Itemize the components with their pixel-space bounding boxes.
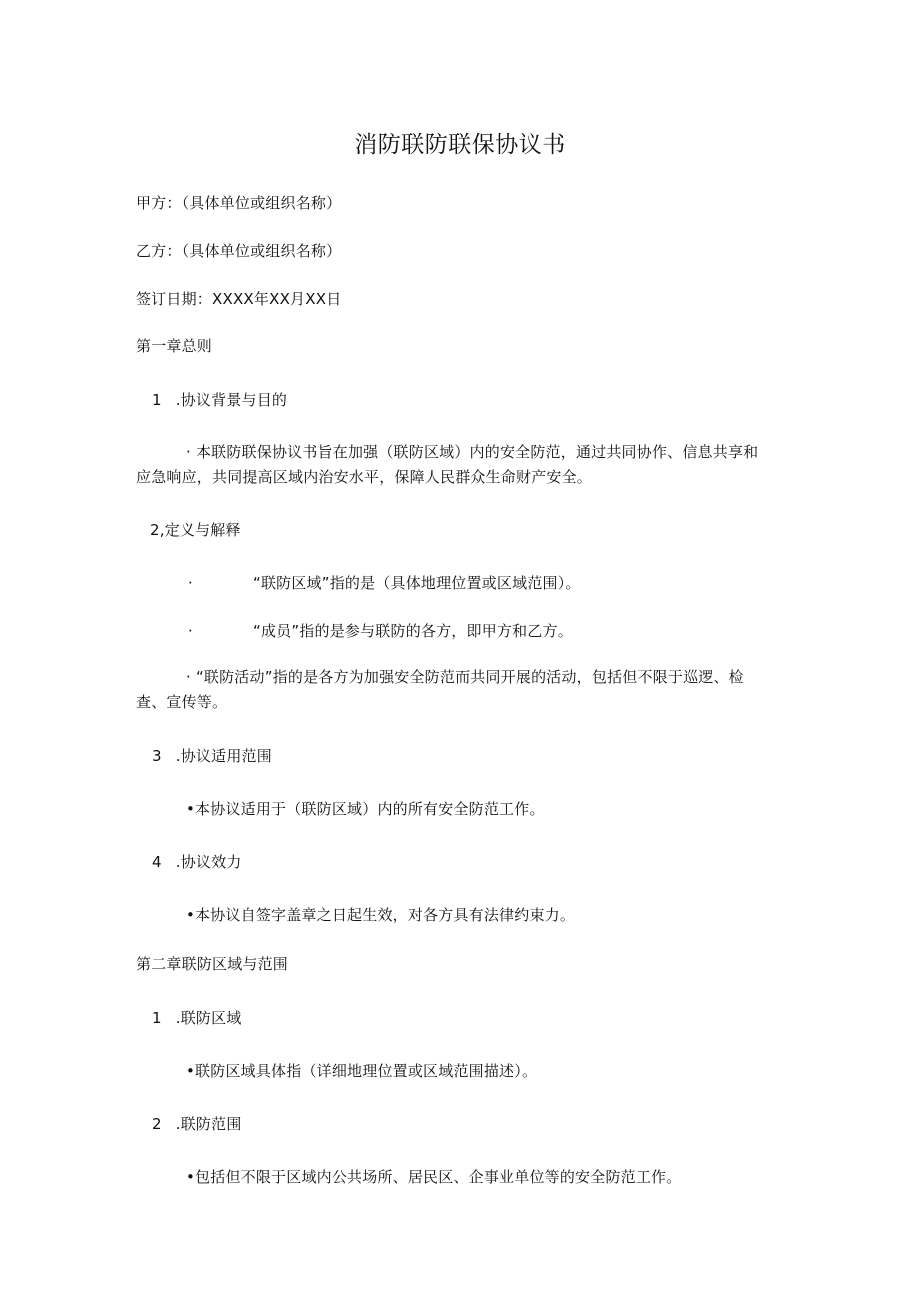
section-title: .协议适用范围 — [175, 747, 272, 765]
party-a-line: 甲方：（具体单位或组织名称） — [136, 194, 342, 212]
chapter-1-section-4-heading — [152, 853, 242, 871]
party-b-line: 乙方：（具体单位或组织名称） — [136, 242, 342, 260]
definition-line-1: “联防活动”指的是各方为加强安全防范而共同开展的活动，包括但不限于巡逻、检 — [195, 668, 744, 686]
section-title: .联防区域 — [175, 1009, 242, 1027]
section-number: 1 — [152, 1009, 162, 1027]
section-title: .协议背景与目的 — [175, 391, 288, 409]
chapter-2-heading: 第二章联防区域与范围 — [136, 955, 289, 973]
section-number: 3 — [152, 747, 162, 765]
chapter-2-section-2-heading — [152, 1115, 242, 1133]
section-title: .联防范围 — [175, 1115, 242, 1133]
definition-text: “联防区域”指的是（具体地理位置或区域范围）。 — [252, 574, 581, 592]
chapter-2-section-1-heading — [152, 1009, 242, 1027]
chapter-1-section-2-heading: 2,定义与解释 — [150, 521, 241, 539]
definition-1 — [188, 574, 581, 592]
bullet: · — [188, 574, 193, 592]
chapter-1-section-4-item: •本协议自签字盖章之日起生效，对各方具有法律约束力。 — [186, 906, 576, 924]
definition-3 — [136, 665, 786, 715]
paragraph-line-1: 本联防联保协议书旨在加强（联防区域）内的安全防范，通过共同协作、信息共享和 — [195, 443, 759, 461]
section-number: 1 — [152, 391, 162, 409]
bullet: · — [186, 668, 191, 686]
document-title: 消防联防联保协议书 — [354, 132, 566, 158]
chapter-1-section-3-heading — [152, 747, 272, 765]
definition-text: “成员”指的是参与联防的各方，即甲方和乙方。 — [252, 622, 573, 640]
chapter-1-heading: 第一章总则 — [136, 337, 213, 355]
section-title: .协议效力 — [175, 853, 242, 871]
definition-line-2: 查、宣传等。 — [136, 693, 228, 711]
chapter-2-section-2-item: •包括但不限于区域内公共场所、居民区、企事业单位等的安全防范工作。 — [186, 1168, 682, 1186]
section-number: 2 — [152, 1115, 162, 1133]
paragraph-line-2: 应急响应，共同提高区域内治安水平，保障人民群众生命财产安全。 — [136, 468, 593, 486]
bullet: · — [186, 443, 191, 461]
bullet: · — [188, 622, 193, 640]
chapter-1-section-1-paragraph — [136, 440, 786, 490]
definition-2 — [188, 622, 573, 640]
chapter-2-section-1-item: •联防区域具体指（详细地理位置或区域范围描述）。 — [186, 1062, 538, 1080]
sign-date-line: 签订日期：XXXX年XX月XX日 — [136, 290, 342, 308]
section-number: 4 — [152, 853, 162, 871]
chapter-1-section-1-heading — [152, 391, 287, 409]
chapter-1-section-3-item: •本协议适用于（联防区域）内的所有安全防范工作。 — [186, 800, 545, 818]
